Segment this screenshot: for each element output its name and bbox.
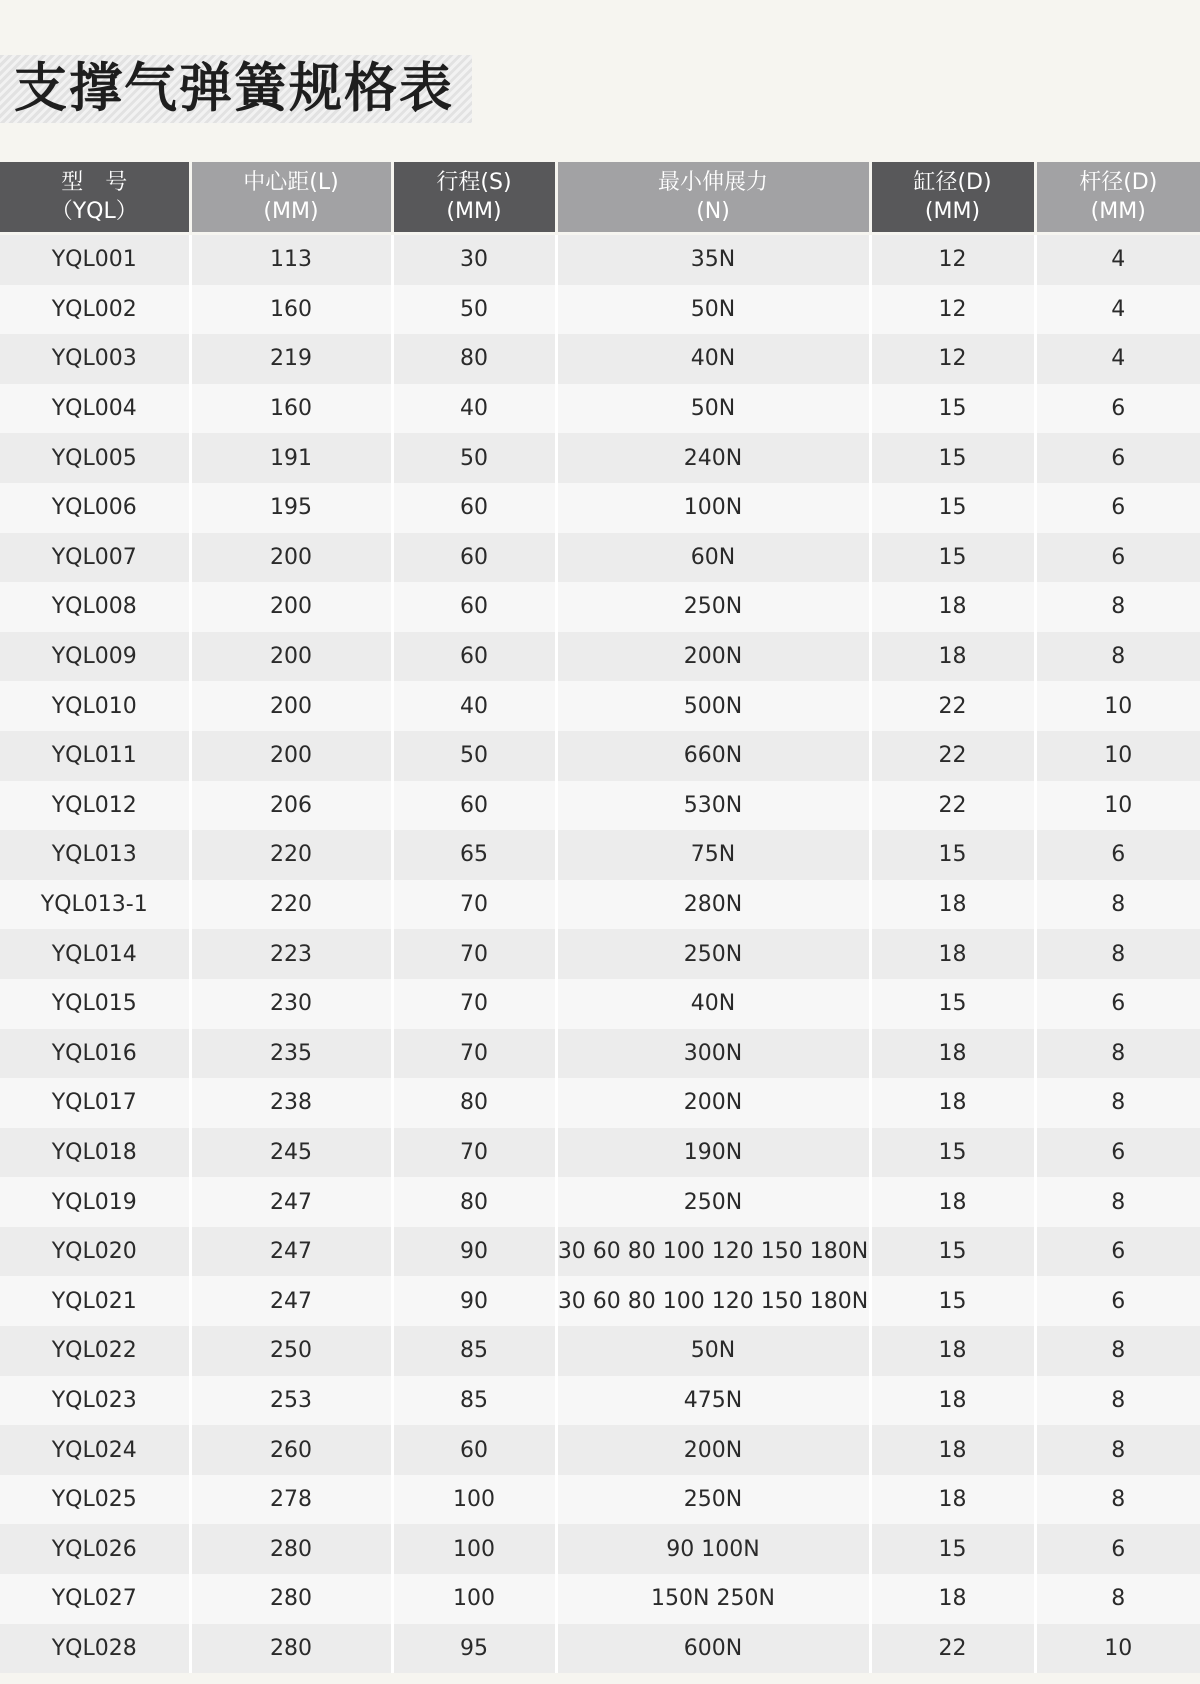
cell-min-extension-force: 30 60 80 100 120 150 180N	[556, 1227, 870, 1277]
cell-min-extension-force: 190N	[556, 1128, 870, 1178]
cell-center-distance: 280	[190, 1624, 392, 1674]
cell-rod-diameter: 6	[1035, 483, 1200, 533]
cell-stroke: 50	[392, 731, 556, 781]
cell-min-extension-force: 250N	[556, 1177, 870, 1227]
table-row	[0, 1475, 1200, 1525]
cell-model: YQL027	[0, 1574, 190, 1624]
cell-stroke: 80	[392, 1078, 556, 1128]
cell-center-distance: 247	[190, 1227, 392, 1277]
cell-cylinder-diameter: 15	[870, 830, 1035, 880]
cell-stroke: 60	[392, 483, 556, 533]
table-row	[0, 880, 1200, 930]
table-header-row	[0, 162, 1200, 234]
header-line1: 中心距(L)	[243, 170, 339, 195]
cell-rod-diameter: 8	[1035, 1376, 1200, 1426]
table-row	[0, 1177, 1200, 1227]
table-row	[0, 1326, 1200, 1376]
cell-rod-diameter: 6	[1035, 533, 1200, 583]
table-row	[0, 929, 1200, 979]
cell-stroke: 40	[392, 681, 556, 731]
cell-min-extension-force: 600N	[556, 1624, 870, 1674]
cell-rod-diameter: 8	[1035, 1029, 1200, 1079]
cell-model: YQL013	[0, 830, 190, 880]
table-row	[0, 731, 1200, 781]
cell-model: YQL008	[0, 582, 190, 632]
cell-center-distance: 220	[190, 830, 392, 880]
cell-stroke: 60	[392, 582, 556, 632]
cell-rod-diameter: 8	[1035, 880, 1200, 930]
cell-min-extension-force: 35N	[556, 234, 870, 285]
cell-center-distance: 219	[190, 334, 392, 384]
cell-model: YQL011	[0, 731, 190, 781]
cell-center-distance: 160	[190, 285, 392, 335]
header-line2: (MM)	[263, 199, 319, 224]
cell-center-distance: 195	[190, 483, 392, 533]
cell-cylinder-diameter: 15	[870, 1276, 1035, 1326]
cell-stroke: 100	[392, 1574, 556, 1624]
cell-stroke: 100	[392, 1524, 556, 1574]
header-center-distance	[190, 162, 392, 234]
cell-min-extension-force: 475N	[556, 1376, 870, 1426]
cell-cylinder-diameter: 18	[870, 582, 1035, 632]
cell-stroke: 70	[392, 1029, 556, 1079]
cell-model: YQL015	[0, 979, 190, 1029]
cell-cylinder-diameter: 18	[870, 929, 1035, 979]
table-row	[0, 830, 1200, 880]
cell-center-distance: 250	[190, 1326, 392, 1376]
table-row	[0, 632, 1200, 682]
cell-model: YQL006	[0, 483, 190, 533]
table-row	[0, 1078, 1200, 1128]
cell-cylinder-diameter: 18	[870, 1425, 1035, 1475]
cell-stroke: 70	[392, 929, 556, 979]
cell-center-distance: 238	[190, 1078, 392, 1128]
cell-min-extension-force: 50N	[556, 384, 870, 434]
cell-cylinder-diameter: 12	[870, 285, 1035, 335]
table-row	[0, 1376, 1200, 1426]
cell-min-extension-force: 240N	[556, 433, 870, 483]
cell-cylinder-diameter: 18	[870, 632, 1035, 682]
cell-rod-diameter: 10	[1035, 781, 1200, 831]
cell-stroke: 70	[392, 880, 556, 930]
cell-min-extension-force: 300N	[556, 1029, 870, 1079]
cell-center-distance: 200	[190, 681, 392, 731]
cell-min-extension-force: 200N	[556, 1078, 870, 1128]
cell-min-extension-force: 30 60 80 100 120 150 180N	[556, 1276, 870, 1326]
cell-rod-diameter: 8	[1035, 1475, 1200, 1525]
cell-rod-diameter: 6	[1035, 1524, 1200, 1574]
header-line1: 最小伸展力	[657, 170, 768, 195]
cell-model: YQL007	[0, 533, 190, 583]
cell-center-distance: 200	[190, 731, 392, 781]
cell-rod-diameter: 8	[1035, 1574, 1200, 1624]
table-row	[0, 334, 1200, 384]
header-line2: （YQL）	[50, 199, 138, 224]
cell-center-distance: 280	[190, 1574, 392, 1624]
cell-stroke: 40	[392, 384, 556, 434]
cell-model: YQL014	[0, 929, 190, 979]
table-row	[0, 1227, 1200, 1277]
header-line1: 杆径(D)	[1079, 170, 1158, 195]
table-row	[0, 1524, 1200, 1574]
cell-rod-diameter: 10	[1035, 1624, 1200, 1674]
cell-model: YQL005	[0, 433, 190, 483]
cell-rod-diameter: 8	[1035, 632, 1200, 682]
header-line1: 缸径(D)	[913, 170, 992, 195]
cell-model: YQL004	[0, 384, 190, 434]
cell-center-distance: 230	[190, 979, 392, 1029]
cell-cylinder-diameter: 22	[870, 681, 1035, 731]
table-row	[0, 1425, 1200, 1475]
cell-cylinder-diameter: 18	[870, 1475, 1035, 1525]
header-line2: (MM)	[924, 199, 981, 224]
cell-min-extension-force: 40N	[556, 334, 870, 384]
header-line1: 型 号	[61, 170, 128, 195]
table-row	[0, 781, 1200, 831]
cell-cylinder-diameter: 18	[870, 1078, 1035, 1128]
cell-min-extension-force: 150N 250N	[556, 1574, 870, 1624]
cell-model: YQL020	[0, 1227, 190, 1277]
cell-rod-diameter: 6	[1035, 1128, 1200, 1178]
cell-cylinder-diameter: 18	[870, 1177, 1035, 1227]
cell-stroke: 85	[392, 1326, 556, 1376]
table-row	[0, 285, 1200, 335]
cell-rod-diameter: 4	[1035, 334, 1200, 384]
cell-stroke: 100	[392, 1475, 556, 1525]
cell-cylinder-diameter: 15	[870, 433, 1035, 483]
cell-model: YQL019	[0, 1177, 190, 1227]
table-body	[0, 234, 1200, 1674]
cell-stroke: 70	[392, 1128, 556, 1178]
cell-stroke: 70	[392, 979, 556, 1029]
cell-cylinder-diameter: 15	[870, 384, 1035, 434]
cell-center-distance: 245	[190, 1128, 392, 1178]
cell-rod-diameter: 6	[1035, 979, 1200, 1029]
cell-stroke: 50	[392, 285, 556, 335]
cell-cylinder-diameter: 22	[870, 731, 1035, 781]
cell-model: YQL013-1	[0, 880, 190, 930]
cell-min-extension-force: 660N	[556, 731, 870, 781]
cell-rod-diameter: 6	[1035, 1227, 1200, 1277]
cell-cylinder-diameter: 18	[870, 1376, 1035, 1426]
cell-rod-diameter: 8	[1035, 1078, 1200, 1128]
cell-model: YQL022	[0, 1326, 190, 1376]
cell-rod-diameter: 4	[1035, 234, 1200, 285]
table-row	[0, 1029, 1200, 1079]
cell-min-extension-force: 50N	[556, 285, 870, 335]
cell-cylinder-diameter: 15	[870, 1227, 1035, 1277]
table-row	[0, 1574, 1200, 1624]
cell-model: YQL017	[0, 1078, 190, 1128]
page-title: 支撑气弹簧规格表	[14, 58, 454, 119]
cell-min-extension-force: 200N	[556, 632, 870, 682]
cell-min-extension-force: 500N	[556, 681, 870, 731]
cell-model: YQL001	[0, 234, 190, 285]
cell-rod-diameter: 8	[1035, 582, 1200, 632]
cell-cylinder-diameter: 15	[870, 979, 1035, 1029]
table-row	[0, 483, 1200, 533]
cell-stroke: 90	[392, 1227, 556, 1277]
cell-center-distance: 200	[190, 533, 392, 583]
table-row	[0, 681, 1200, 731]
cell-rod-diameter: 6	[1035, 1276, 1200, 1326]
cell-center-distance: 200	[190, 582, 392, 632]
header-line2: (MM)	[1090, 199, 1146, 224]
cell-cylinder-diameter: 12	[870, 334, 1035, 384]
cell-center-distance: 260	[190, 1425, 392, 1475]
cell-stroke: 80	[392, 1177, 556, 1227]
cell-min-extension-force: 280N	[556, 880, 870, 930]
cell-min-extension-force: 100N	[556, 483, 870, 533]
table-row	[0, 979, 1200, 1029]
table-row	[0, 1624, 1200, 1674]
cell-stroke: 90	[392, 1276, 556, 1326]
cell-rod-diameter: 8	[1035, 1425, 1200, 1475]
cell-min-extension-force: 40N	[556, 979, 870, 1029]
cell-model: YQL018	[0, 1128, 190, 1178]
cell-cylinder-diameter: 15	[870, 1524, 1035, 1574]
cell-stroke: 85	[392, 1376, 556, 1426]
cell-model: YQL003	[0, 334, 190, 384]
cell-stroke: 50	[392, 433, 556, 483]
cell-model: YQL016	[0, 1029, 190, 1079]
cell-min-extension-force: 250N	[556, 929, 870, 979]
cell-model: YQL024	[0, 1425, 190, 1475]
cell-model: YQL010	[0, 681, 190, 731]
cell-min-extension-force: 60N	[556, 533, 870, 583]
header-line2: (N)	[696, 199, 730, 224]
cell-cylinder-diameter: 15	[870, 483, 1035, 533]
cell-model: YQL009	[0, 632, 190, 682]
header-model	[0, 162, 190, 234]
cell-min-extension-force: 50N	[556, 1326, 870, 1376]
cell-center-distance: 235	[190, 1029, 392, 1079]
cell-rod-diameter: 4	[1035, 285, 1200, 335]
cell-center-distance: 220	[190, 880, 392, 930]
cell-center-distance: 113	[190, 234, 392, 285]
cell-cylinder-diameter: 22	[870, 1624, 1035, 1674]
cell-cylinder-diameter: 22	[870, 781, 1035, 831]
cell-center-distance: 253	[190, 1376, 392, 1426]
cell-center-distance: 206	[190, 781, 392, 831]
cell-center-distance: 247	[190, 1177, 392, 1227]
table-row	[0, 1276, 1200, 1326]
header-line1: 行程(S)	[436, 170, 512, 195]
cell-rod-diameter: 6	[1035, 433, 1200, 483]
cell-min-extension-force: 75N	[556, 830, 870, 880]
header-cylinder-diameter	[870, 162, 1035, 234]
cell-center-distance: 247	[190, 1276, 392, 1326]
header-min-extension-force	[556, 162, 870, 234]
cell-rod-diameter: 8	[1035, 929, 1200, 979]
cell-center-distance: 223	[190, 929, 392, 979]
cell-model: YQL025	[0, 1475, 190, 1525]
cell-center-distance: 280	[190, 1524, 392, 1574]
table-row	[0, 234, 1200, 285]
cell-cylinder-diameter: 15	[870, 533, 1035, 583]
cell-rod-diameter: 8	[1035, 1177, 1200, 1227]
cell-center-distance: 160	[190, 384, 392, 434]
cell-rod-diameter: 8	[1035, 1326, 1200, 1376]
cell-stroke: 95	[392, 1624, 556, 1674]
cell-stroke: 60	[392, 632, 556, 682]
cell-min-extension-force: 250N	[556, 1475, 870, 1525]
cell-stroke: 80	[392, 334, 556, 384]
cell-cylinder-diameter: 15	[870, 1128, 1035, 1178]
cell-model: YQL021	[0, 1276, 190, 1326]
cell-min-extension-force: 530N	[556, 781, 870, 831]
table-row	[0, 533, 1200, 583]
table-row	[0, 433, 1200, 483]
cell-stroke: 60	[392, 533, 556, 583]
header-line2: (MM)	[446, 199, 502, 224]
table-row	[0, 384, 1200, 434]
cell-cylinder-diameter: 18	[870, 1574, 1035, 1624]
cell-stroke: 30	[392, 234, 556, 285]
cell-model: YQL026	[0, 1524, 190, 1574]
table-row	[0, 582, 1200, 632]
cell-min-extension-force: 250N	[556, 582, 870, 632]
spec-table	[0, 162, 1200, 1673]
cell-center-distance: 200	[190, 632, 392, 682]
cell-rod-diameter: 10	[1035, 731, 1200, 781]
cell-cylinder-diameter: 18	[870, 880, 1035, 930]
cell-min-extension-force: 200N	[556, 1425, 870, 1475]
cell-model: YQL002	[0, 285, 190, 335]
cell-rod-diameter: 6	[1035, 830, 1200, 880]
cell-model: YQL028	[0, 1624, 190, 1674]
cell-model: YQL012	[0, 781, 190, 831]
table-row	[0, 1128, 1200, 1178]
cell-center-distance: 278	[190, 1475, 392, 1525]
cell-cylinder-diameter: 18	[870, 1326, 1035, 1376]
cell-center-distance: 191	[190, 433, 392, 483]
cell-min-extension-force: 90 100N	[556, 1524, 870, 1574]
header-rod-diameter	[1035, 162, 1200, 234]
cell-cylinder-diameter: 12	[870, 234, 1035, 285]
cell-model: YQL023	[0, 1376, 190, 1426]
cell-stroke: 60	[392, 1425, 556, 1475]
cell-cylinder-diameter: 18	[870, 1029, 1035, 1079]
cell-rod-diameter: 10	[1035, 681, 1200, 731]
header-stroke	[392, 162, 556, 234]
cell-stroke: 65	[392, 830, 556, 880]
cell-rod-diameter: 6	[1035, 384, 1200, 434]
cell-stroke: 60	[392, 781, 556, 831]
